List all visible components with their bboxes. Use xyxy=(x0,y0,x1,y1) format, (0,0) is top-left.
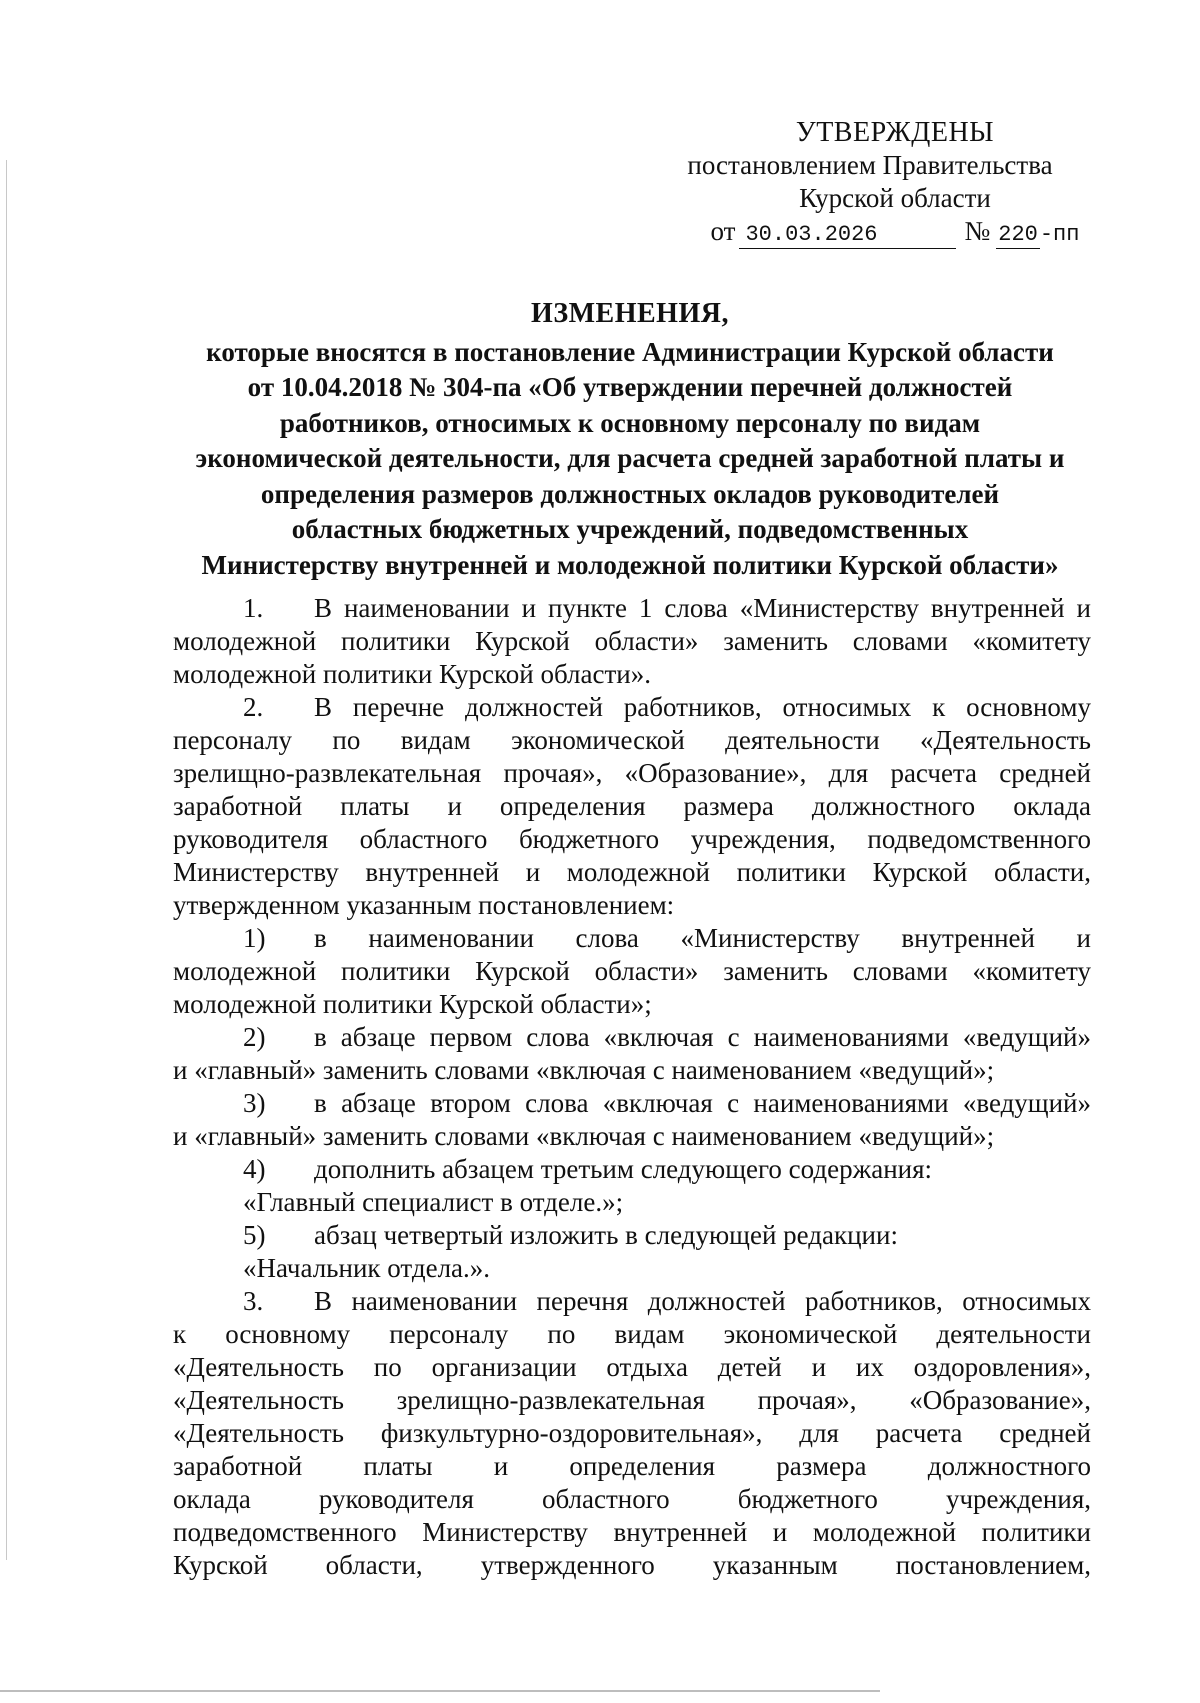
approved-label: УТВЕРЖДЕНЫ xyxy=(795,117,995,148)
approved-region-line: Курской области xyxy=(799,183,991,213)
title-line: Министерству внутренней и молодежной политики Курской области» xyxy=(201,549,1059,580)
paragraph-text: В наименовании перечня должностей работников, относимых xyxy=(314,1286,1091,1316)
paragraph-2-line: зрелищно-развлекательная прочая», «Образование», для расчета средней xyxy=(173,758,1091,788)
title-line: областных бюджетных учреждений, подведомственных xyxy=(291,514,969,544)
document-body xyxy=(173,592,1091,1582)
subitem-1-line: молодежной политики Курской области»; xyxy=(173,989,652,1019)
paragraph-number: 2. xyxy=(243,692,264,722)
title-line: работников, относимых к основному персоналу по видам xyxy=(279,407,981,438)
approval-number-value: 220 xyxy=(998,222,1038,247)
paragraph-number: 1. xyxy=(243,593,264,623)
approval-block xyxy=(640,116,1100,251)
paragraph-2-line: заработной платы и определения размера должностного оклада xyxy=(173,791,1091,821)
paragraph-3-line: заработной платы и определения размера должностного xyxy=(173,1451,1091,1481)
subitem-text: абзац четвертый изложить в следующей редакции: xyxy=(314,1220,898,1250)
subitem-text: в наименовании слова «Министерству внутренней и xyxy=(314,923,1091,953)
document-title xyxy=(170,296,1090,583)
paragraph-3-line: Курской области, утвержденного указанным постановлением, xyxy=(173,1550,1091,1580)
paragraph-1-line: молодежной политики Курской области» заменить словами «комитету xyxy=(173,626,1091,656)
paragraph-text: В перечне должностей работников, относимых к основному xyxy=(314,692,1091,722)
subitem-2-line xyxy=(173,1021,1091,1054)
subitem-3-line: и «главный» заменить словами «включая с наименованием «ведущий»; xyxy=(173,1121,995,1151)
paragraph-3-line: «Деятельность зрелищно-развлекательная прочая», «Образование», xyxy=(173,1385,1091,1415)
paragraph-1-line: молодежной политики Курской области». xyxy=(173,659,651,689)
subitem-number: 4) xyxy=(243,1154,266,1184)
scan-edge-line xyxy=(6,160,7,1560)
paragraph-2-line: руководителя областного бюджетного учреждения, подведомственного xyxy=(173,824,1091,854)
subitem-1-line: молодежной политики Курской области» заменить словами «комитету xyxy=(173,956,1091,986)
title-line: которые вносятся в постановление Администрации Курской области xyxy=(206,336,1054,367)
subitem-2-line: и «главный» заменить словами «включая с наименованием «ведущий»; xyxy=(173,1055,995,1085)
paragraph-3-line: подведомственного Министерству внутренней и молодежной политики xyxy=(173,1517,1091,1547)
paragraph-2-line: Министерству внутренней и молодежной политики Курской области, xyxy=(173,857,1091,887)
title-heading: ИЗМЕНЕНИЯ, xyxy=(531,298,729,329)
number-sign: № xyxy=(964,216,991,246)
subitem-4-quote: «Главный специалист в отделе.»; xyxy=(243,1187,624,1217)
subitem-number: 1) xyxy=(243,923,266,953)
subitem-text: в абзаце втором слова «включая с наименованиями «ведущий» xyxy=(314,1088,1091,1118)
subitem-5-quote: «Начальник отдела.». xyxy=(243,1253,491,1283)
paragraph-3-line: «Деятельность по организации отдыха детей и их оздоровления», xyxy=(173,1352,1091,1382)
subitem-text: в абзаце первом слова «включая с наименованиями «ведущий» xyxy=(314,1022,1091,1052)
paragraph-3-line: к основному персоналу по видам экономической деятельности xyxy=(173,1319,1091,1349)
approval-date-value: 30.03.2026 xyxy=(739,222,956,249)
subitem-number: 3) xyxy=(243,1088,266,1118)
subitem-1-line xyxy=(173,922,1091,955)
approval-date-row xyxy=(690,215,1100,251)
paragraph-number: 3. xyxy=(243,1286,264,1316)
subitem-text: дополнить абзацем третьим следующего содержания: xyxy=(314,1154,933,1184)
subitem-4-line xyxy=(173,1153,1091,1186)
paragraph-3-line: «Деятельность физкультурно-оздоровительная», для расчета средней xyxy=(173,1418,1091,1448)
paragraph-3-line: оклада руководителя областного бюджетного учреждения, xyxy=(173,1484,1091,1514)
scan-bottom-line xyxy=(0,1690,880,1692)
paragraph-2-line: утвержденном указанным постановлением: xyxy=(173,890,675,920)
title-line: определения размеров должностных окладов руководителей xyxy=(260,478,1000,509)
paragraph-2-line: персоналу по видам экономической деятельности «Деятельность xyxy=(173,725,1091,755)
paragraph-2-line xyxy=(173,691,1091,724)
paragraph-1-line xyxy=(173,592,1091,625)
title-line: экономической деятельности, для расчета средней заработной платы и xyxy=(195,443,1065,473)
title-line: от 10.04.2018 № 304-па «Об утверждении перечней должностей xyxy=(247,372,1013,402)
date-label: от xyxy=(710,216,736,246)
subitem-5-line xyxy=(173,1219,1091,1252)
subitem-3-line xyxy=(173,1087,1091,1120)
approval-number-suffix: -пп xyxy=(1039,222,1080,247)
subitem-number: 2) xyxy=(243,1022,266,1052)
subitem-number: 5) xyxy=(243,1220,266,1250)
approved-by-line: постановлением Правительства xyxy=(687,150,1053,180)
paragraph-text: В наименовании и пункте 1 слова «Министерству внутренней и xyxy=(314,593,1091,623)
paragraph-3-line xyxy=(173,1285,1091,1318)
